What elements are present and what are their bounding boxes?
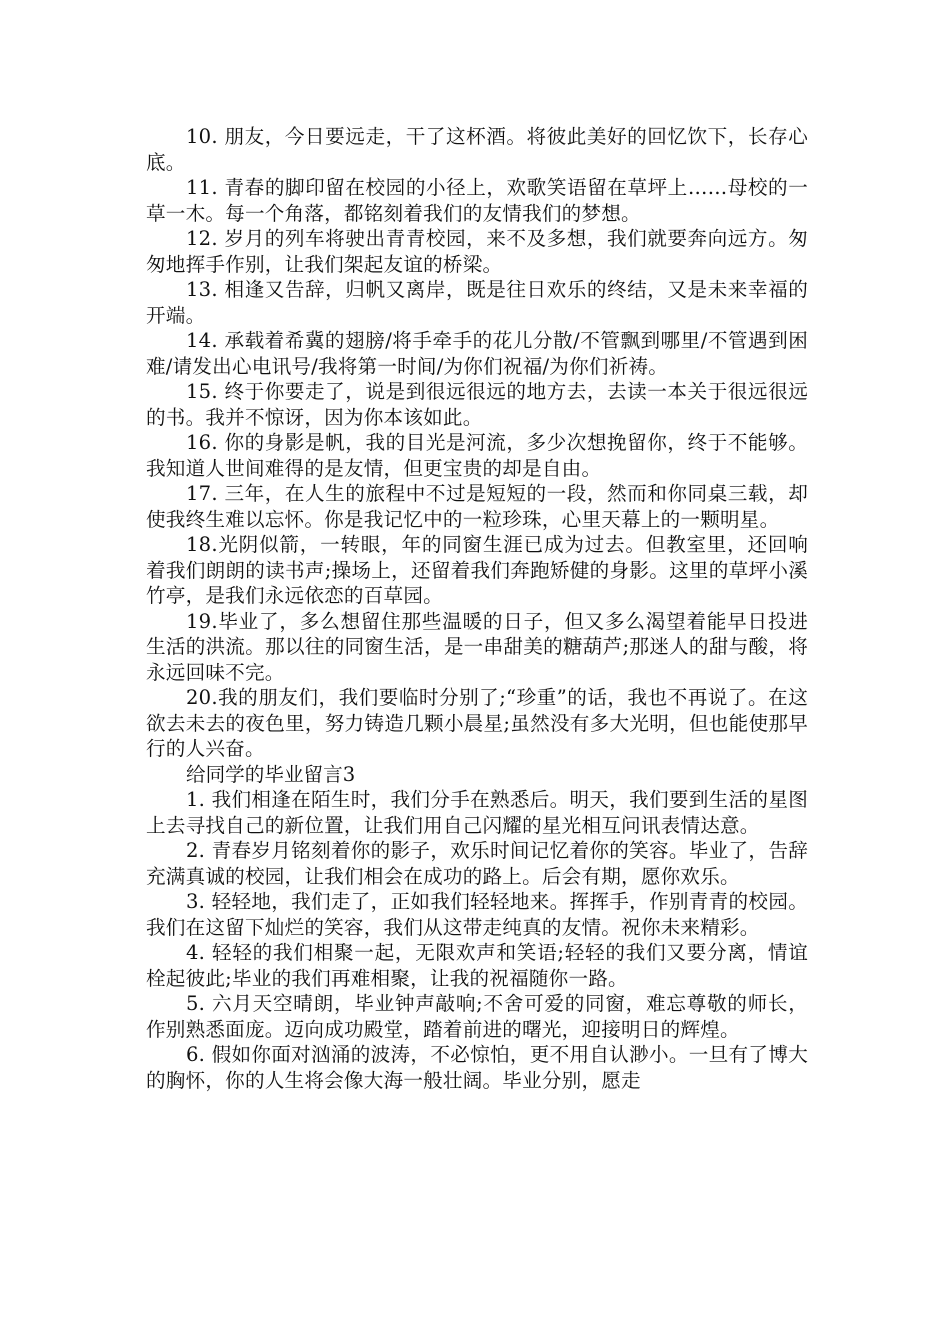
document-page bbox=[146, 124, 808, 1093]
message-1: 1. 我们相逢在陌生时，我们分手在熟悉后。明天，我们要到生活的星图上去寻找自己的新位置，让我们用自己闪耀的星光相互问讯表情达意。 bbox=[146, 788, 808, 837]
message-5: 5. 六月天空晴朗，毕业钟声敲响;不舍可爱的同窗，难忘尊敬的师长，作别熟悉面庞。迈向成功殿堂，踏着前进的曙光，迎接明日的辉煌。 bbox=[146, 992, 808, 1041]
paragraph-11: 11. 青春的脚印留在校园的小径上，欢歌笑语留在草坪上……母校的一草一木。每一个角落，都铭刻着我们的友情我们的梦想。 bbox=[146, 176, 808, 225]
paragraph-12: 12. 岁月的列车将驶出青青校园，来不及多想，我们就要奔向远方。匆匆地挥手作别，让我们架起友谊的桥梁。 bbox=[146, 227, 808, 276]
paragraph-14: 14. 承载着希冀的翅膀/将手牵手的花儿分散/不管飘到哪里/不管遇到困难/请发出心电讯号/我将第一时间/为你们祝福/为你们祈祷。 bbox=[146, 329, 808, 378]
paragraph-16: 16. 你的身影是帆，我的目光是河流，多少次想挽留你，终于不能够。我知道人世间难得的是友情，但更宝贵的却是自由。 bbox=[146, 431, 808, 480]
paragraph-17: 17. 三年，在人生的旅程中不过是短短的一段，然而和你同桌三载，却使我终生难以忘怀。你是我记忆中的一粒珍珠，心里天幕上的一颗明星。 bbox=[146, 482, 808, 531]
message-2: 2. 青春岁月铭刻着你的影子，欢乐时间记忆着你的笑容。毕业了，告辞充满真诚的校园，让我们相会在成功的路上。后会有期，愿你欢乐。 bbox=[146, 839, 808, 888]
message-6: 6. 假如你面对汹涌的波涛，不必惊怕，更不用自认渺小。一旦有了博大的胸怀，你的人生将会像大海一般壮阔。毕业分别，愿走 bbox=[146, 1043, 808, 1092]
message-3: 3. 轻轻地，我们走了，正如我们轻轻地来。挥挥手，作别青青的校园。我们在这留下灿烂的笑容，我们从这带走纯真的友情。祝你未来精彩。 bbox=[146, 890, 808, 939]
paragraph-13: 13. 相逢又告辞，归帆又离岸，既是往日欢乐的终结，又是未来幸福的开端。 bbox=[146, 278, 808, 327]
paragraph-15: 15. 终于你要走了，说是到很远很远的地方去，去读一本关于很远很远的书。我并不惊讶，因为你本该如此。 bbox=[146, 380, 808, 429]
message-4: 4. 轻轻的我们相聚一起，无限欢声和笑语;轻轻的我们又要分离，情谊栓起彼此;毕业的我们再难相聚，让我的祝福随你一路。 bbox=[146, 941, 808, 990]
paragraph-18: 18.光阴似箭，一转眼，年的同窗生涯已成为过去。但教室里，还回响着我们朗朗的读书声;操场上，还留着我们奔跑矫健的身影。这里的草坪小溪竹亭，是我们永远依恋的百草园。 bbox=[146, 533, 808, 607]
section-heading: 给同学的毕业留言3 bbox=[186, 762, 356, 786]
paragraph-19: 19.毕业了，多么想留住那些温暖的日子，但又多么渴望着能早日投进生活的洪流。那以往的同窗生活，是一串甜美的糖葫芦;那迷人的甜与酸，将永远回味不完。 bbox=[146, 609, 808, 684]
paragraph-10: 10. 朋友，今日要远走，干了这杯酒。将彼此美好的回忆饮下，长存心底。 bbox=[146, 125, 808, 174]
paragraph-20: 20.我的朋友们，我们要临时分别了;“珍重”的话，我也不再说了。在这欲去未去的夜色里，努力铸造几颗小晨星;虽然没有多大光明，但也能使那早行的人兴奋。 bbox=[146, 686, 808, 760]
